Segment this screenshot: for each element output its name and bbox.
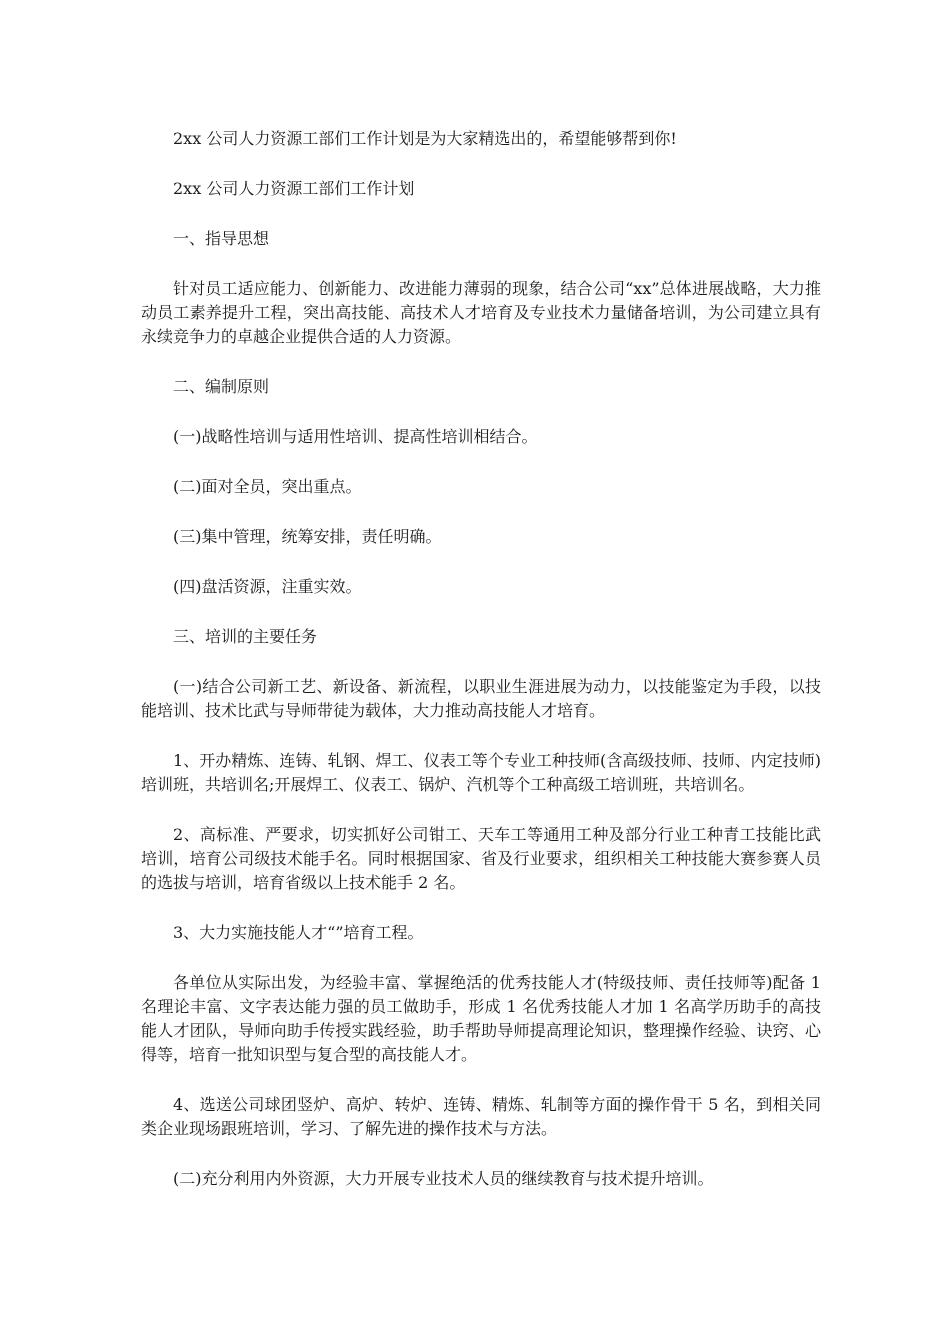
task-item-1: 1、开办精炼、连铸、轧钢、焊工、仪表工等个专业工种技师(含高级技师、技师、内定技师)培训班，共培训名;开展焊工、仪表工、锅炉、汽机等个工种高级工培训班，共培训名。 (141, 751, 821, 794)
task-item-4: 4、选送公司球团竖炉、高炉、转炉、连铸、精炼、轧制等方面的操作骨干 5 名，到相关同类企业现场跟班培训，学习、了解先进的操作技术与方法。 (141, 1095, 821, 1138)
intro-paragraph: 2xx 公司人力资源工部们工作计划是为大家精选出的，希望能够帮到你! (173, 129, 677, 148)
principle-item-2: (二)面对全员，突出重点。 (173, 477, 362, 496)
guiding-thought-paragraph: 针对员工适应能力、创新能力、改进能力薄弱的现象，结合公司“xx”总体进展战略，大力推动员工素养提升工程，突出高技能、高技术人才培育及专业技术力量储备培训，为公司建立具有永续竞争力的卓越企业提供合适的人力资源。 (141, 279, 821, 346)
principle-item-4: (四)盘活资源，注重实效。 (173, 577, 362, 596)
section-heading-guiding-thought: 一、指导思想 (173, 229, 270, 248)
document-title: 2xx 公司人力资源工部们工作计划 (173, 179, 415, 198)
task-paragraph-2: (二)充分利用内外资源，大力开展专业技术人员的继续教育与技术提升培训。 (173, 1169, 714, 1188)
section-heading-main-tasks: 三、培训的主要任务 (173, 627, 318, 646)
task-item-2: 2、高标准、严要求，切实抓好公司钳工、天车工等通用工种及部分行业工种青工技能比武培训，培育公司级技术能手名。同时根据国家、省及行业要求，组织相关工种技能大赛参赛人员的选拔与培训，培育省级以上技术能手 2 名。 (141, 825, 821, 892)
section-heading-principles: 二、编制原则 (173, 377, 270, 396)
task-paragraph-1: (一)结合公司新工艺、新设备、新流程，以职业生涯进展为动力，以技能鉴定为手段，以技能培训、技术比武与导师带徒为载体，大力推动高技能人才培育。 (141, 677, 821, 720)
principle-item-1: (一)战略性培训与适用性培训、提高性培训相结合。 (173, 427, 538, 446)
mentor-paragraph: 各单位从实际出发，为经验丰富、掌握绝活的优秀技能人才(特级技师、责任技师等)配备 1 名理论丰富、文字表达能力强的员工做助手，形成 1 名优秀技能人才加 1 名高学历助手的高技能人才团队，导师向助手传授实践经验，助手帮助导师提高理论知识，整理操作经验、诀窍、心得等，培育一批知识型与复合型的高技能人才。 (141, 973, 821, 1064)
task-item-3: 3、大力实施技能人才“”培育工程。 (173, 923, 424, 942)
document-page (141, 127, 821, 1191)
principle-item-3: (三)集中管理，统筹安排，责任明确。 (173, 527, 442, 546)
